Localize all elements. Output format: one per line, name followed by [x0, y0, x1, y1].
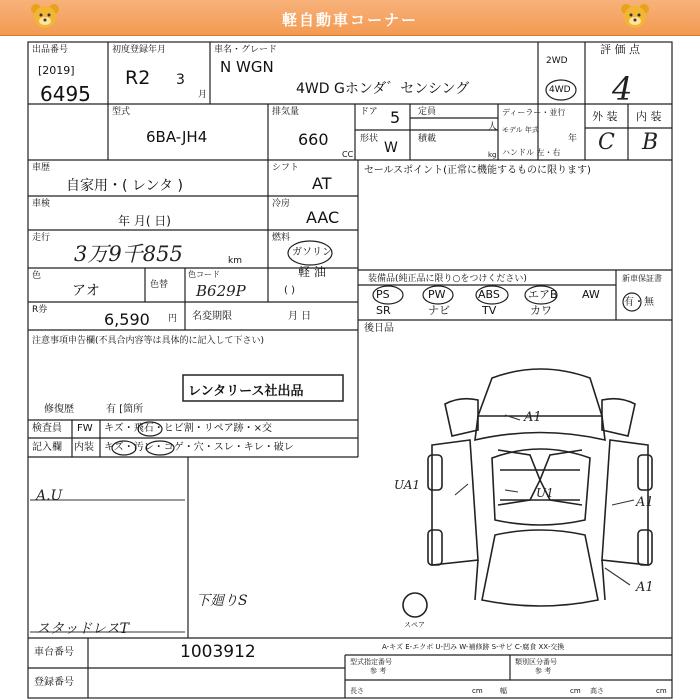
model-grade: 4WD Gホンダ゛センシング [296, 81, 470, 97]
recycle-amount: 6,590 [104, 310, 150, 329]
repair-history-value: 有 [箇所 [106, 404, 144, 415]
color-code-value: B629P [196, 282, 246, 300]
equip-airbag: エアB [528, 288, 558, 301]
type-code: 6BA-JH4 [146, 128, 208, 146]
exterior-label: 外 装 [592, 110, 618, 123]
model-designation-label: 型式指定番号 [350, 658, 392, 666]
rental-stamp: レンタリース社出品 [188, 384, 304, 399]
first-registration-label: 初度登録年月 [112, 45, 167, 55]
mileage-label: 走行 [32, 233, 51, 243]
shift-value: AT [312, 174, 332, 193]
spare-label: スペア [404, 621, 425, 629]
handwritten-undercarriage: 下廻りS [196, 593, 248, 609]
entry-label: 記入欄 [32, 442, 62, 453]
color-change-label: 色替 [150, 280, 169, 290]
mark-a1-rear: A1 [636, 580, 654, 595]
interior-notes-value: キズ・汚レ・コゲ・穴・スレ・キレ・破レ [104, 442, 294, 453]
load-label: 積載 [418, 134, 437, 144]
reference-label-2: 参 考 [535, 667, 552, 675]
length-label: 長さ [350, 687, 364, 695]
chassis-number: 1003912 [180, 642, 256, 662]
width-label: 幅 [500, 687, 507, 695]
banner-title: 軽自動車コーナー [281, 11, 418, 29]
mark-u1: U1 [536, 486, 554, 500]
drive-4wd: 4WD [549, 85, 571, 95]
fuel-label: 燃料 [272, 233, 291, 243]
displacement-label: 排気量 [272, 107, 300, 117]
handle-label: ハンドル 左・右 [502, 148, 561, 157]
sales-point-label: セールスポイント(正常に機能するものに限ります) [364, 165, 591, 176]
equip-navi: ナビ [428, 304, 450, 317]
model-name: N WGN [220, 58, 274, 76]
fw-label: FW [77, 423, 93, 434]
damage-legend: A-キズ E-エクボ U-凹み W-補修跡 S-サビ C-腐食 XX-交換 [382, 643, 565, 651]
mark-a1-roof: A1 [524, 410, 542, 425]
score-value: 4 [612, 70, 633, 108]
reference-label-1: 参 考 [370, 667, 387, 675]
handwritten-studless: スタッドレスT [36, 621, 129, 637]
month-unit: 月 [198, 90, 208, 100]
color-label: 色 [32, 271, 42, 281]
mark-ua1: UA1 [394, 478, 421, 492]
height-cm: cm [656, 687, 667, 695]
fuel-gasoline: ガソリン [292, 247, 332, 258]
capacity-label: 定員 [418, 107, 437, 117]
ac-label: 冷房 [272, 199, 291, 209]
equip-leather: カワ [530, 304, 552, 317]
handwritten-au: A.U [36, 488, 63, 504]
registration-month: 3 [176, 72, 185, 88]
mark-a1-right: A1 [636, 495, 654, 510]
interior-grade: B [642, 130, 659, 155]
door-count: 5 [390, 108, 401, 127]
mileage-value: 3万9千855 [74, 242, 183, 266]
shift-label: シフト [272, 163, 300, 173]
chassis-label: 車台番号 [34, 647, 74, 658]
yen-unit: 円 [168, 314, 178, 324]
repair-history-label: 修復歴 [44, 404, 74, 415]
length-cm: cm [472, 687, 483, 695]
inspection-value: 年 月( 日) [118, 214, 171, 228]
exterior-grade: C [598, 130, 615, 155]
shape-label: 形状 [360, 134, 379, 144]
warranty-value: 有・無 [624, 297, 654, 308]
registration-era: R2 [125, 67, 151, 89]
registration-label: 登録番号 [34, 677, 74, 688]
warranty-label: 新車保証書 [622, 274, 662, 283]
car-diagram [403, 369, 652, 617]
load-unit: kg [488, 151, 497, 159]
fw-value: キズ・飛石・ヒビ割・リペア跡・×交 [104, 423, 272, 434]
lot-number: 6495 [40, 82, 91, 106]
lot-number-label: 出品番号 [32, 45, 69, 55]
fuel-other: ( ) [284, 285, 295, 296]
interior-label: 内 装 [636, 110, 662, 123]
km-unit: km [228, 256, 242, 266]
ac-value: AAC [306, 208, 340, 227]
equip-ps: PS [376, 288, 390, 301]
door-label: ドア [360, 107, 378, 117]
interior-notes-label: 内装 [74, 442, 94, 453]
capacity-unit: 人 [488, 122, 498, 132]
equip-abs: ABS [478, 288, 500, 301]
name-change-label: 名変期限 [192, 311, 232, 322]
category-label: 類別区分番号 [515, 658, 557, 666]
year-tag: [2019] [38, 64, 75, 77]
score-label: 評 価 点 [600, 43, 640, 56]
displacement: 660 [298, 130, 329, 149]
notes-label: 注意事項申告欄(不具合内容等は具体的に記入して下さい) [32, 336, 265, 346]
color-code-label: 色コード [188, 270, 220, 279]
dealer-label: ディーラー・並行 [502, 108, 566, 117]
equip-sr: SR [376, 304, 391, 317]
history-value: 自家用・( レンタ ) [66, 178, 183, 194]
equipment-label: 装備品(純正品に限り○をつけください) [368, 274, 527, 284]
equip-pw: PW [428, 288, 446, 301]
equip-aw: AW [582, 288, 600, 301]
later-items-label: 後日品 [364, 323, 394, 334]
drive-2wd: 2WD [546, 56, 568, 66]
recycle-label: R券 [32, 305, 48, 315]
year-unit: 年 [568, 134, 578, 144]
width-cm: cm [570, 687, 581, 695]
name-change-value: 月 日 [288, 311, 312, 322]
history-label: 車歴 [32, 163, 51, 173]
inspector-label: 検査員 [32, 423, 62, 434]
shape-value: W [384, 140, 398, 156]
equip-tv: TV [482, 304, 497, 317]
model-label: 車名・グレード [214, 45, 278, 55]
height-label: 高さ [590, 687, 604, 695]
model-year-label: モデル 年式 [502, 126, 539, 134]
color-value: アオ [72, 283, 100, 299]
inspection-label: 車検 [32, 199, 51, 209]
type-label: 型式 [112, 107, 131, 117]
cc-unit: CC [342, 150, 354, 159]
fuel-diesel: 軽 油 [298, 265, 326, 279]
